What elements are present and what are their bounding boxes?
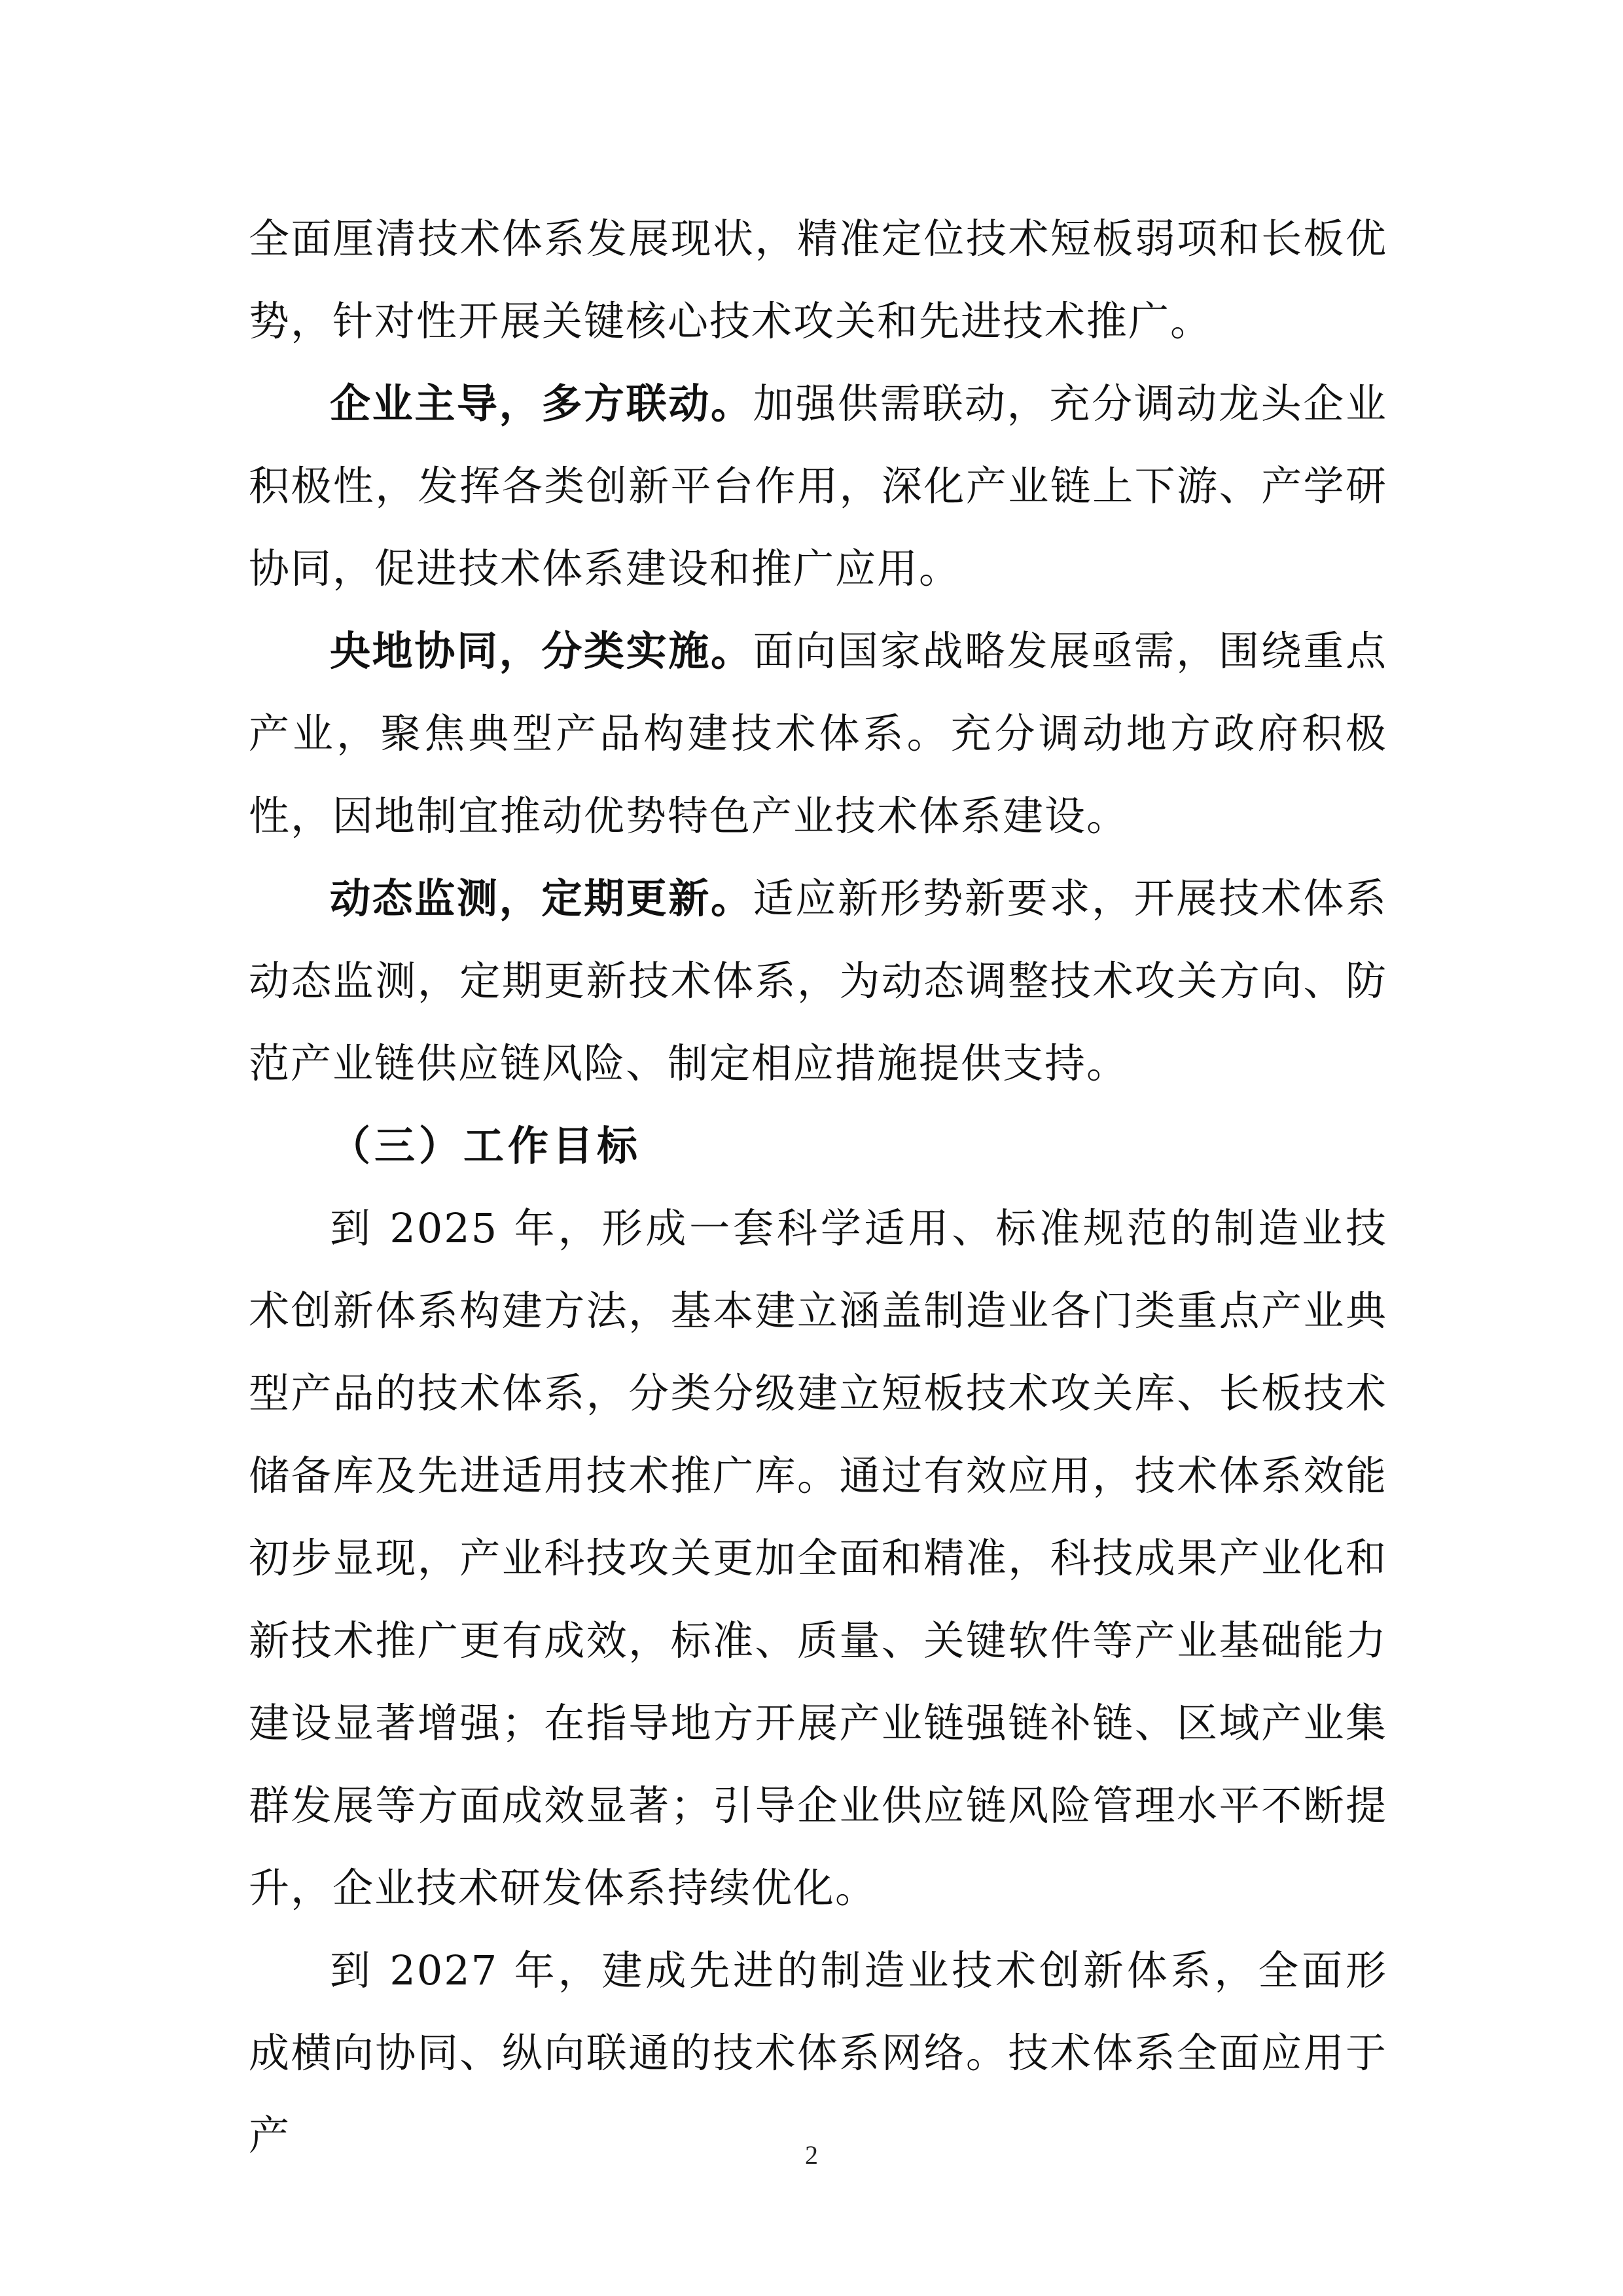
paragraph-text: 全面厘清技术体系发展现状，精准定位技术短板弱项和长板优势，针对性开展关键核心技术攻关和先进技术推广。 [249,215,1387,345]
paragraph-goal-2025: 到 2025 年，形成一套科学适用、标准规范的制造业技术创新体系构建方法，基本建立涵盖制造业各门类重点产业典型产品的技术体系，分类分级建立短板技术攻关库、长板技术储备库及先进适用技术推广库。通过有效应用，技术体系效能初步显现，产业科技攻关更加全面和精准，科技成果产业化和新技术推广更有成效，标准、质量、关键软件等产业基础能力建设显著增强；在指导地方开展产业链强链补链、区域产业集群发展等方面成效显著；引导企业供应链风险管理水平不断提升，企业技术研发体系持续优化。 [249,1204,1387,1912]
paragraph-lead: 动态监测，定期更新。 [330,874,753,922]
paragraph-text: 加强供需联动，充分调动龙头企业积极性，发挥各类创新平台作用，深化产业链上下游、产学研协同，促进技术体系建设和推广应用。 [249,380,1387,592]
paragraph-text: 适应新形势新要求，开展技术体系动态监测，定期更新技术体系，为动态调整技术攻关方向、防范产业链供应链风险、制定相应措施提供支持。 [249,874,1387,1087]
paragraph-principle-monitoring [249,857,1387,1105]
page-number: 2 [805,2140,818,2170]
paragraph-continued [249,198,1387,363]
paragraph-lead: 央地协同，分类实施。 [330,627,753,675]
page-body [249,198,1387,2177]
paragraph-text: 面向国家战略发展亟需，围绕重点产业，聚焦典型产品构建技术体系。充分调动地方政府积极性，因地制宜推动优势特色产业技术体系建设。 [249,627,1387,840]
section-heading: （三）工作目标 [330,1122,642,1170]
paragraph-principle-central-local [249,610,1387,857]
paragraph-lead: 企业主导，多方联动。 [330,380,753,427]
paragraph-principle-enterprise [249,363,1387,610]
paragraph-goal-2027: 到 2027 年，建成先进的制造业技术创新体系，全面形成横向协同、纵向联通的技术体系网络。技术体系全面应用于产 [249,1946,1387,2159]
